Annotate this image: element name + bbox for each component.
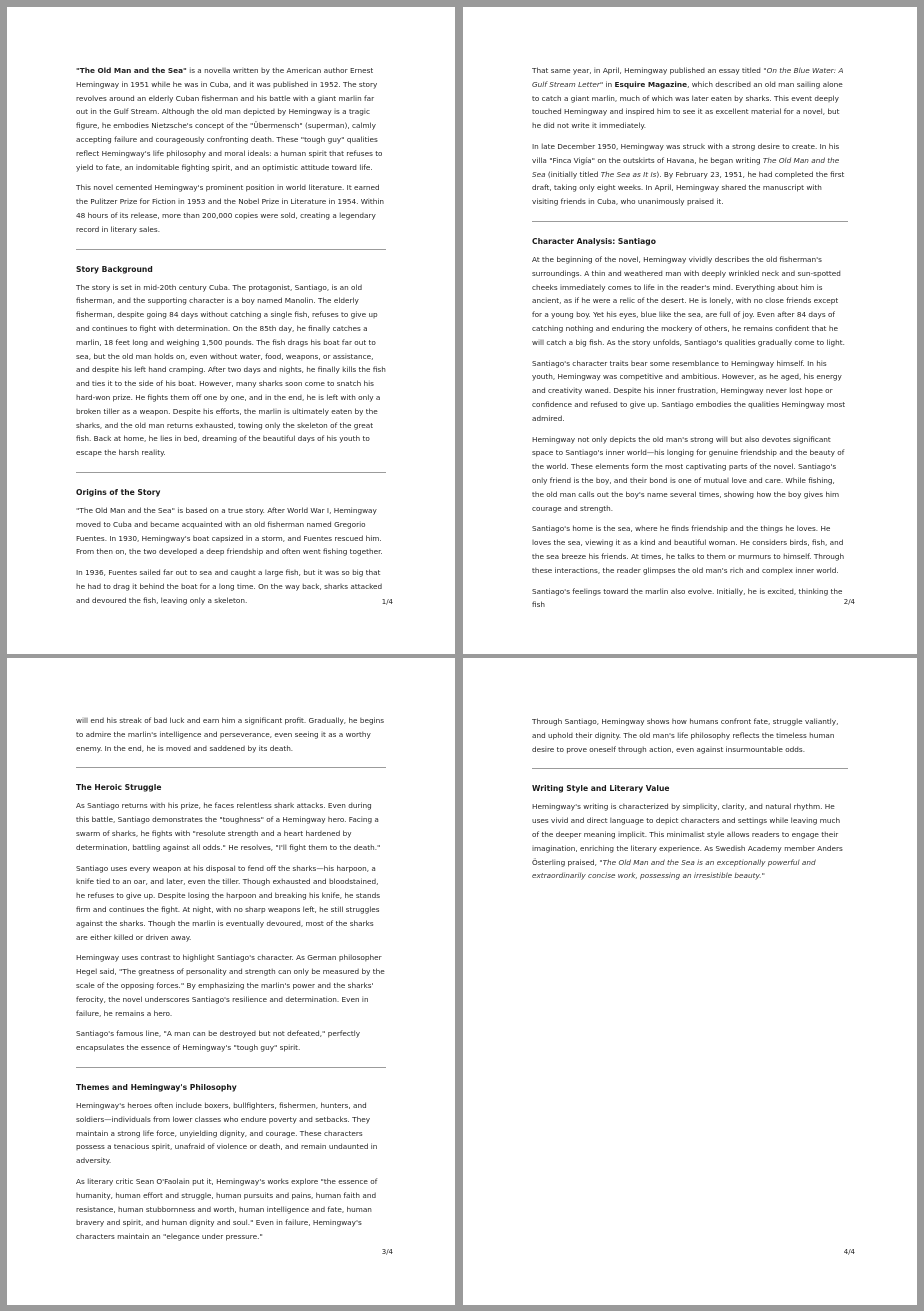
section-heading-themes: Themes and Hemingway's Philosophy bbox=[76, 1082, 237, 1092]
style-paragraph-1 bbox=[532, 800, 848, 883]
magazine-name: Esquire Magazine bbox=[614, 79, 688, 89]
themes-paragraph-1: Hemingway's heroes often include boxers, bullfighters, fishermen, hunters, and soldiers—individuals from lower classes who endure poverty and setbacks. They maintain a strong life force, unyielding dignity, and courage. These characters possess a tenacious spirit, unafraid of violence or death, and remain undaunted in adversity. bbox=[76, 1100, 378, 1166]
text-run: , which described an old man sailing alone to catch a giant marlin, much of which was later eaten by sharks. This event deeply touched Hemingway and inspired him to see it as excellent material for a novel, but he did not write it immediately. bbox=[532, 79, 843, 131]
heroic-paragraph-2: Santiago uses every weapon at his disposal to fend off the sharks—his harpoon, a knife tied to an oar, and later, even the tiller. Though exhausted and bloodstained, he refuses to give up. Despite losing the harpoon and breaking his knife, he stands firm and continues the fight. At night, with no sharp weapons left, he still struggles against the sharks. Though the marlin is eventually devoured, most of the sharks are either killed or driven away. bbox=[76, 863, 381, 942]
section-heading-story-background: Story Background bbox=[76, 264, 153, 274]
page-number: 2/4 bbox=[843, 598, 855, 606]
document-page-3 bbox=[7, 658, 455, 1305]
document-page-4 bbox=[463, 658, 917, 1305]
page-number: 4/4 bbox=[843, 1248, 855, 1256]
text-run: in bbox=[603, 79, 615, 89]
section-divider bbox=[76, 472, 386, 473]
section-divider bbox=[532, 221, 848, 222]
osterling-quote: "The Old Man and the Sea is an exceptionally powerful and extraordinarily concise work, possessing an irresistible beauty." bbox=[532, 857, 816, 881]
heroic-paragraph-4: Santiago's famous line, "A man can be destroyed but not defeated," perfectly encapsulates the essence of Hemingway's "tough guy" spirit. bbox=[76, 1029, 361, 1053]
intro-paragraph-1 bbox=[76, 64, 386, 174]
document-page-2 bbox=[463, 7, 917, 654]
essay-title: "On the Blue Water: A Gulf Stream Letter" bbox=[532, 66, 844, 89]
section-heading-writing-style: Writing Style and Literary Value bbox=[532, 784, 670, 794]
origins-paragraph-1: "The Old Man and the Sea" is based on a true story. After World War I, Hemingway moved to Cuba and became acquainted with an old fisherman named Gregorio Fuentes. In 1930, Hemingway's boat capsized in a storm, and Fuentes rescued him. From then on, the two developed a deep friendship and often went fishing together. bbox=[76, 505, 383, 557]
section-divider bbox=[76, 249, 386, 250]
text-run: That same year, in April, Hemingway published an essay titled bbox=[532, 66, 764, 75]
initial-title: The Sea as It Is bbox=[600, 169, 657, 179]
document-page-1 bbox=[7, 7, 455, 654]
background-paragraph-1: The story is set in mid-20th century Cuba. The protagonist, Santiago, is an old fisherman, and the supporting character is a boy named Manolin. The elderly fisherman, despite going 84 days without catching a single fish, refuses to give up and continues to fight with determination. On the 85th day, he finally catches a marlin, 18 feet long and weighing 1,500 pounds. The fish drags his boat far out to sea, but the old man holds on, even without water, food, weapons, or assistance, and despite his left hand cramping. After two days and nights, he finally kills the fish and ties it to the side of his boat. However, many sharks soon come to snatch his hard-won prize. He fights them off one by one, and in the end, he is left with only a broken tiller as a weapon. Despite his efforts, the marlin is ultimately eaten by the sharks, and the old man returns exhausted, towing only the skeleton of the great fish. Back at home, he lies in bed, dreaming of the beautiful days of his youth to escape the harsh reality. bbox=[76, 282, 386, 458]
section-divider bbox=[76, 767, 386, 768]
intro-paragraph-1-text: is a novella written by the American author Ernest Hemingway in 1951 while he was in Cuba, and it was published in 1952. The story revolves around an elderly Cuban fisherman and his battle with a giant marlin far out in the Gulf Stream. Although the old man depicted by Hemingway is a tragic figure, he embodies Nietzsche's concept of the "Übermensch" (superman), calmly accepting failure and courageously confronting death. These "tough guy" qualities reflect Hemingway's life philosophy and moral ideals: a human spirit that refuses to yield to fate, an indomitable fighting spirit, and an optimistic attitude toward life. bbox=[76, 66, 383, 172]
text-run: Hemingway's writing is characterized by simplicity, clarity, and natural rhythm. He uses vivid and direct language to depict characters and settings while leaving much of the deeper meaning implicit. This minimalist style allows readers to engage their imagination, enriching the literary experience. As Swedish Academy member Anders Österling praised, bbox=[532, 802, 843, 867]
continuation-paragraph-1 bbox=[532, 64, 848, 133]
heroic-paragraph-1: As Santiago returns with his prize, he faces relentless shark attacks. Even during this battle, Santiago demonstrates the "toughness" of a Hemingway hero. Facing a swarm of sharks, he fights with "resolute strength and a heart hardened by determination, battling against all odds." He resolves, "I'll fight them to the death." bbox=[76, 801, 381, 852]
character-paragraph-4: Santiago's home is the sea, where he finds friendship and the things he loves. He loves the sea, viewing it as a kind and beautiful woman. He considers birds, fish, and the sea breeze his friends. At times, he talks to them or murmurs to himself. Through these interactions, the reader glimpses the old man's rich and complex inner world. bbox=[532, 524, 845, 575]
intro-paragraph-2: This novel cemented Hemingway's prominent position in world literature. It earned the Pulitzer Prize for Fiction in 1953 and the Nobel Prize in Literature in 1954. Within 48 hours of its release, more than 200,000 copies were sold, creating a legendary record in literary sales. bbox=[76, 183, 384, 234]
text-run: (initially titled bbox=[545, 169, 601, 179]
section-divider bbox=[76, 1067, 386, 1068]
text-run: ). By February 23, 1951, he had completed the first draft, taking only eight weeks. In April, Hemingway shared the manuscript with visiting friends in Cuba, who unanimously praised it. bbox=[532, 169, 845, 207]
novella-title: "The Old Man and the Sea" bbox=[76, 66, 187, 75]
section-heading-heroic-struggle: The Heroic Struggle bbox=[76, 783, 162, 793]
character-paragraph-5: Santiago's feelings toward the marlin also evolve. Initially, he is excited, thinking the fish bbox=[532, 586, 843, 610]
themes-paragraph-2: As literary critic Sean O'Faolain put it, Hemingway's works explore "the essence of humanity, human effort and struggle, human pursuits and pains, human faith and resistance, human stubbornness and worth, human intelligence and fate, human bravery and spirit, and human dignity and soul." Even in failure, Hemingway's characters maintain an "elegance under pressure." bbox=[76, 1176, 378, 1242]
character-paragraph-1: At the beginning of the novel, Hemingway vividly describes the old fisherman's surroundings. A thin and weathered man with deeply wrinkled neck and sun-spotted cheeks immediately comes to life in the reader's mind. Everything about him is ancient, as if he were a relic of the desert. He is lonely, with no close friends except for a young boy. Yet his eyes, blue like the sea, are full of joy. Even after 84 days of catching nothing and enduring the mockery of others, he remains confident that he will catch a big fish. As the story unfolds, Santiago's qualities gradually come to light. bbox=[532, 254, 845, 347]
text-run: In late December 1950, Hemingway was struck with a strong desire to create. In his villa "Finca Vigía" on the outskirts of Havana, he began writing bbox=[532, 141, 840, 165]
page-number: 1/4 bbox=[381, 598, 393, 606]
continuation-paragraph-2 bbox=[532, 140, 848, 209]
continuation-paragraph-1: will end his streak of bad luck and earn him a significant profit. Gradually, he begins to admire the marlin's intelligence and perseverance, even seeing it as a worthy enemy. In the end, he is moved and saddened by its death. bbox=[76, 716, 385, 753]
page-number: 3/4 bbox=[381, 1248, 393, 1256]
section-heading-character-analysis: Character Analysis: Santiago bbox=[532, 236, 656, 246]
section-divider bbox=[532, 768, 848, 769]
continuation-paragraph-1: Through Santiago, Hemingway shows how humans confront fate, struggle valiantly, and uphold their dignity. The old man's life philosophy reflects the timeless human desire to prove oneself through action, even against insurmountable odds. bbox=[532, 717, 839, 754]
character-paragraph-2: Santiago's character traits bear some resemblance to Hemingway himself. In his youth, Hemingway was competitive and ambitious. However, as he aged, his energy and creativity waned. Despite his inner frustration, Hemingway never lost hope or confidence and refused to give up. Santiago embodies the qualities Hemingway most admired. bbox=[532, 358, 846, 423]
heroic-paragraph-3: Hemingway uses contrast to highlight Santiago's character. As German philosopher Hegel said, "The greatness of personality and strength can only be measured by the scale of the opposing forces." By emphasizing the marlin's power and the sharks' ferocity, the novel underscores Santiago's resilience and determination. Even in failure, he remains a hero. bbox=[76, 953, 385, 1018]
origins-paragraph-2: In 1936, Fuentes sailed far out to sea and caught a large fish, but it was so big that he had to drag it behind the boat for a long time. On the way back, sharks attacked and devoured the fish, leaving only a skeleton. bbox=[76, 568, 383, 605]
character-paragraph-3: Hemingway not only depicts the old man's strong will but also devotes significant space to Santiago's inner world—his longing for genuine friendship and the beauty of the world. These elements form the most captivating parts of the novel. Santiago's only friend is the boy, and their bond is one of mutual love and care. While fishing, the old man calls out the boy's name several times, showing how the boy gives him courage and strength. bbox=[532, 434, 845, 513]
book-title: The Old Man and the Sea bbox=[532, 155, 840, 179]
section-heading-origins: Origins of the Story bbox=[76, 487, 161, 497]
